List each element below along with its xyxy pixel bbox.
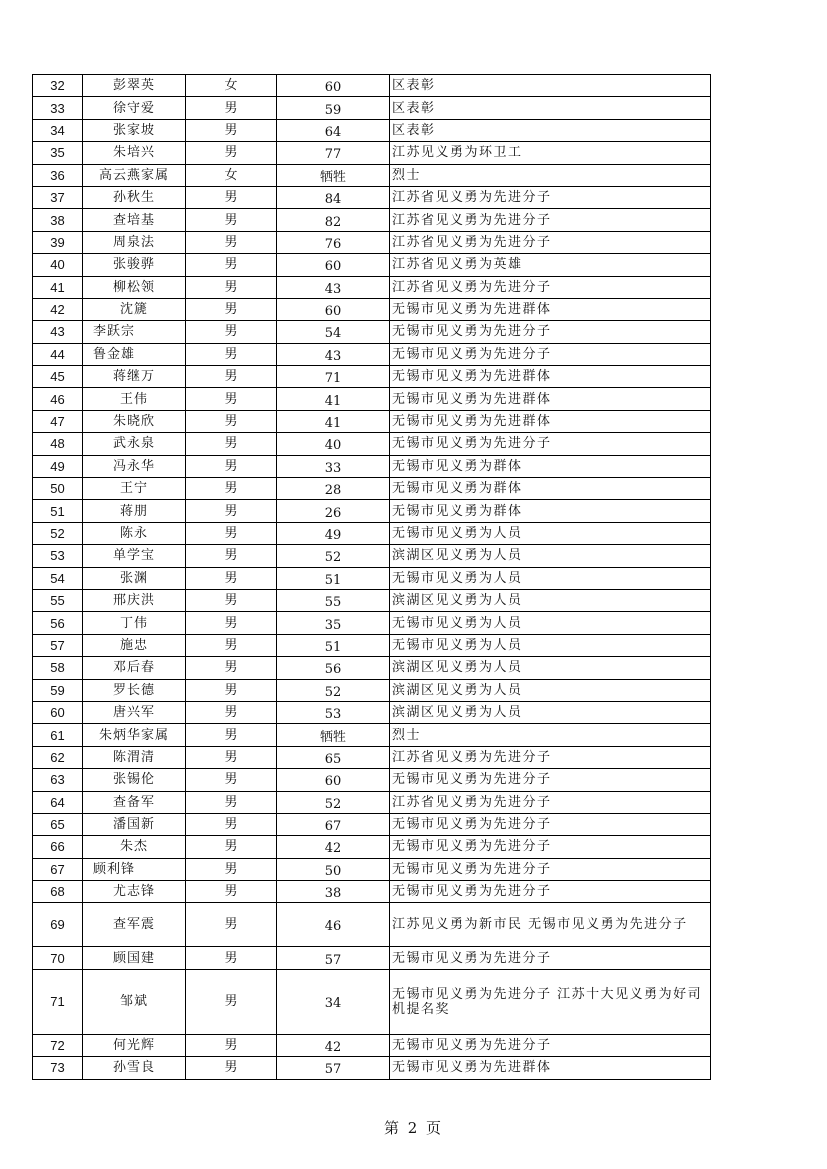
table-row [33, 791, 711, 813]
table-row [33, 836, 711, 858]
age-value: 60 [324, 774, 342, 790]
row-number-cell: 35 [33, 142, 83, 164]
age-cell [277, 657, 390, 679]
award-cell: 江苏省见义勇为先进分子 [390, 746, 711, 768]
sex-cell: 男 [186, 836, 277, 858]
award-cell: 无锡市见义勇为先进分子 [390, 947, 711, 969]
name-cell: 施忠 [83, 634, 186, 656]
age-value: 56 [324, 662, 342, 678]
age-cell [277, 1057, 390, 1079]
name-cell: 高云燕家属 [83, 164, 186, 186]
sex-cell: 男 [186, 522, 277, 544]
age-cell [277, 209, 390, 231]
age-cell [277, 119, 390, 141]
sex-cell: 男 [186, 881, 277, 903]
table-row [33, 701, 711, 723]
honor-roster-table [32, 74, 711, 1080]
row-number-cell: 44 [33, 343, 83, 365]
award-cell: 烈士 [390, 724, 711, 746]
sex-cell: 男 [186, 388, 277, 410]
name-cell: 张骏骅 [83, 254, 186, 276]
age-cell [277, 813, 390, 835]
sex-cell: 男 [186, 1034, 277, 1056]
name-cell: 徐守爱 [83, 97, 186, 119]
award-cell: 无锡市见义勇为人员 [390, 612, 711, 634]
age-value: 牺牲 [319, 169, 346, 185]
sex-cell: 男 [186, 321, 277, 343]
age-value: 28 [324, 483, 342, 499]
name-cell: 朱晓欣 [83, 410, 186, 432]
sex-cell: 女 [186, 75, 277, 97]
page-number: 第 2 页 [383, 1119, 444, 1137]
sex-cell: 男 [186, 657, 277, 679]
sex-cell: 男 [186, 679, 277, 701]
name-cell: 尤志锋 [83, 881, 186, 903]
sex-cell: 男 [186, 1057, 277, 1079]
table-row [33, 969, 711, 1034]
age-value: 41 [324, 393, 342, 409]
award-cell: 江苏见义勇为新市民 无锡市见义勇为先进分子 [390, 903, 711, 947]
award-cell: 无锡市见义勇为先进分子 [390, 1034, 711, 1056]
name-cell: 朱炳华家属 [83, 724, 186, 746]
sex-cell: 男 [186, 701, 277, 723]
age-cell [277, 634, 390, 656]
table-row [33, 634, 711, 656]
award-cell: 无锡市见义勇为先进群体 [390, 410, 711, 432]
award-cell: 江苏省见义勇为英雄 [390, 254, 711, 276]
table-row [33, 142, 711, 164]
age-value: 26 [324, 505, 342, 521]
sex-cell: 男 [186, 343, 277, 365]
name-cell: 张渊 [83, 567, 186, 589]
table-row [33, 164, 711, 186]
award-cell: 无锡市见义勇为先进群体 [390, 366, 711, 388]
award-cell: 江苏省见义勇为先进分子 [390, 791, 711, 813]
name-cell: 陈渭清 [83, 746, 186, 768]
table-row [33, 881, 711, 903]
age-value: 82 [324, 214, 342, 230]
row-number-cell: 36 [33, 164, 83, 186]
row-number-cell: 43 [33, 321, 83, 343]
award-cell: 滨湖区见义勇为人员 [390, 589, 711, 611]
row-number-cell: 49 [33, 455, 83, 477]
table-row [33, 455, 711, 477]
name-cell: 王宁 [83, 478, 186, 500]
table-row [33, 321, 711, 343]
age-cell [277, 75, 390, 97]
age-cell [277, 858, 390, 880]
table-row [33, 858, 711, 880]
table-row [33, 679, 711, 701]
table-row [33, 522, 711, 544]
table-row [33, 97, 711, 119]
sex-cell: 男 [186, 455, 277, 477]
award-cell: 江苏见义勇为环卫工 [390, 142, 711, 164]
sex-cell: 男 [186, 433, 277, 455]
award-cell: 江苏省见义勇为先进分子 [390, 186, 711, 208]
award-cell: 无锡市见义勇为先进分子 [390, 858, 711, 880]
age-value: 71 [324, 371, 342, 387]
age-cell [277, 500, 390, 522]
award-cell: 烈士 [390, 164, 711, 186]
name-cell: 罗长德 [83, 679, 186, 701]
age-cell [277, 142, 390, 164]
table-row [33, 209, 711, 231]
sex-cell: 男 [186, 903, 277, 947]
age-cell [277, 836, 390, 858]
age-cell [277, 276, 390, 298]
award-cell: 滨湖区见义勇为人员 [390, 545, 711, 567]
age-cell [277, 567, 390, 589]
table-row [33, 366, 711, 388]
row-number-cell: 42 [33, 298, 83, 320]
sex-cell: 男 [186, 589, 277, 611]
age-cell [277, 589, 390, 611]
award-cell: 江苏省见义勇为先进分子 [390, 231, 711, 253]
row-number-cell: 54 [33, 567, 83, 589]
age-value: 38 [324, 886, 342, 902]
sex-cell: 男 [186, 142, 277, 164]
sex-cell: 男 [186, 366, 277, 388]
age-value: 42 [324, 1040, 342, 1056]
sex-cell: 男 [186, 231, 277, 253]
name-cell: 朱培兴 [83, 142, 186, 164]
row-number-cell: 38 [33, 209, 83, 231]
age-value: 84 [324, 192, 342, 208]
age-cell [277, 679, 390, 701]
age-cell [277, 455, 390, 477]
age-cell [277, 724, 390, 746]
table-row [33, 769, 711, 791]
name-cell: 邢庆洪 [83, 589, 186, 611]
name-cell: 潘国新 [83, 813, 186, 835]
row-number-cell: 59 [33, 679, 83, 701]
age-value: 65 [324, 751, 342, 767]
name-cell: 唐兴军 [83, 701, 186, 723]
name-cell: 邹斌 [83, 969, 186, 1034]
name-cell: 邓后春 [83, 657, 186, 679]
age-value: 49 [324, 528, 342, 543]
age-value: 40 [324, 438, 342, 454]
age-cell [277, 433, 390, 455]
sex-cell: 男 [186, 478, 277, 500]
row-number-cell: 45 [33, 366, 83, 388]
award-cell: 无锡市见义勇为群体 [390, 455, 711, 477]
name-cell: 蒋朋 [83, 500, 186, 522]
row-number-cell: 50 [33, 478, 83, 500]
table-row [33, 947, 711, 969]
table-row [33, 186, 711, 208]
age-value: 52 [324, 684, 342, 700]
age-cell [277, 366, 390, 388]
age-cell [277, 97, 390, 119]
row-number-cell: 66 [33, 836, 83, 858]
age-value: 67 [324, 819, 342, 835]
sex-cell: 男 [186, 298, 277, 320]
name-cell: 孙秋生 [83, 186, 186, 208]
table-row [33, 75, 711, 97]
age-value: 牺牲 [319, 729, 346, 745]
award-cell: 无锡市见义勇为先进分子 [390, 343, 711, 365]
award-cell: 无锡市见义勇为先进分子 [390, 881, 711, 903]
award-cell: 滨湖区见义勇为人员 [390, 657, 711, 679]
table-row [33, 231, 711, 253]
award-cell: 无锡市见义勇为先进分子 [390, 769, 711, 791]
row-number-cell: 62 [33, 746, 83, 768]
row-number-cell: 72 [33, 1034, 83, 1056]
table-row [33, 298, 711, 320]
age-cell [277, 388, 390, 410]
table-row [33, 657, 711, 679]
age-value: 35 [324, 617, 342, 633]
age-cell [277, 522, 390, 544]
award-cell: 无锡市见义勇为先进分子 [390, 321, 711, 343]
sex-cell: 男 [186, 947, 277, 969]
table-row [33, 276, 711, 298]
table-row [33, 343, 711, 365]
name-cell: 孙雪良 [83, 1057, 186, 1079]
age-value: 52 [324, 796, 342, 812]
row-number-cell: 37 [33, 186, 83, 208]
sex-cell: 男 [186, 276, 277, 298]
table-row [33, 254, 711, 276]
sex-cell: 男 [186, 119, 277, 141]
age-value: 77 [324, 147, 342, 163]
award-cell: 江苏省见义勇为先进分子 [390, 276, 711, 298]
age-value: 50 [324, 863, 342, 879]
row-number-cell: 63 [33, 769, 83, 791]
award-cell: 无锡市见义勇为先进分子 [390, 813, 711, 835]
age-cell [277, 321, 390, 343]
table-row [33, 724, 711, 746]
age-value: 51 [324, 572, 342, 588]
age-cell [277, 903, 390, 947]
age-value: 64 [324, 124, 342, 140]
age-value: 60 [324, 80, 342, 96]
age-cell [277, 769, 390, 791]
age-cell [277, 231, 390, 253]
age-value: 54 [324, 326, 342, 342]
award-cell: 无锡市见义勇为先进分子 [390, 836, 711, 858]
row-number-cell: 65 [33, 813, 83, 835]
age-cell [277, 947, 390, 969]
name-cell: 朱杰 [83, 836, 186, 858]
age-cell [277, 298, 390, 320]
age-cell [277, 186, 390, 208]
award-cell: 江苏省见义勇为先进分子 [390, 209, 711, 231]
table-row [33, 545, 711, 567]
age-value: 43 [324, 348, 342, 364]
age-cell [277, 881, 390, 903]
name-cell: 李跃宗 [83, 321, 186, 343]
table-row [33, 433, 711, 455]
award-cell: 无锡市见义勇为人员 [390, 567, 711, 589]
row-number-cell: 73 [33, 1057, 83, 1079]
row-number-cell: 69 [33, 903, 83, 947]
sex-cell: 男 [186, 858, 277, 880]
name-cell: 冯永华 [83, 455, 186, 477]
row-number-cell: 33 [33, 97, 83, 119]
name-cell: 王伟 [83, 388, 186, 410]
age-value: 42 [324, 841, 342, 857]
age-cell [277, 1034, 390, 1056]
award-cell: 无锡市见义勇为先进分子 江苏十大见义勇为好司机提名奖 [390, 969, 711, 1034]
sex-cell: 男 [186, 612, 277, 634]
name-cell: 彭翠英 [83, 75, 186, 97]
row-number-cell: 41 [33, 276, 83, 298]
table-row [33, 813, 711, 835]
name-cell: 陈永 [83, 522, 186, 544]
sex-cell: 男 [186, 500, 277, 522]
row-number-cell: 39 [33, 231, 83, 253]
name-cell: 顾利锋 [83, 858, 186, 880]
row-number-cell: 34 [33, 119, 83, 141]
sex-cell: 男 [186, 254, 277, 276]
award-cell: 无锡市见义勇为群体 [390, 500, 711, 522]
age-value: 57 [324, 1062, 342, 1078]
name-cell: 查军震 [83, 903, 186, 947]
name-cell: 武永泉 [83, 433, 186, 455]
sex-cell: 男 [186, 97, 277, 119]
sex-cell: 男 [186, 813, 277, 835]
name-cell: 查备军 [83, 791, 186, 813]
award-cell: 无锡市见义勇为人员 [390, 634, 711, 656]
row-number-cell: 53 [33, 545, 83, 567]
age-value: 33 [324, 460, 342, 476]
age-cell [277, 343, 390, 365]
table-row [33, 746, 711, 768]
table-row [33, 589, 711, 611]
name-cell: 柳松领 [83, 276, 186, 298]
row-number-cell: 60 [33, 701, 83, 723]
sex-cell: 男 [186, 209, 277, 231]
award-cell: 区表彰 [390, 75, 711, 97]
sex-cell: 男 [186, 410, 277, 432]
sex-cell: 男 [186, 567, 277, 589]
name-cell: 鲁金雄 [83, 343, 186, 365]
name-cell: 丁伟 [83, 612, 186, 634]
age-cell [277, 478, 390, 500]
age-cell [277, 612, 390, 634]
row-number-cell: 40 [33, 254, 83, 276]
age-value: 34 [324, 996, 342, 1012]
award-cell: 无锡市见义勇为先进分子 [390, 433, 711, 455]
table-row [33, 388, 711, 410]
age-value: 53 [324, 707, 342, 723]
award-cell: 无锡市见义勇为先进群体 [390, 298, 711, 320]
sex-cell: 男 [186, 969, 277, 1034]
sex-cell: 男 [186, 724, 277, 746]
award-cell: 滨湖区见义勇为人员 [390, 679, 711, 701]
award-cell: 滨湖区见义勇为人员 [390, 701, 711, 723]
table-row [33, 567, 711, 589]
sex-cell: 男 [186, 545, 277, 567]
sex-cell: 男 [186, 746, 277, 768]
sex-cell: 男 [186, 791, 277, 813]
award-cell: 无锡市见义勇为先进群体 [390, 1057, 711, 1079]
sex-cell: 男 [186, 186, 277, 208]
age-value: 59 [324, 102, 342, 118]
row-number-cell: 32 [33, 75, 83, 97]
name-cell: 顾国建 [83, 947, 186, 969]
age-cell [277, 410, 390, 432]
table-row [33, 612, 711, 634]
table-row [33, 903, 711, 947]
award-cell: 无锡市见义勇为群体 [390, 478, 711, 500]
award-cell: 区表彰 [390, 97, 711, 119]
sex-cell: 男 [186, 769, 277, 791]
table-row [33, 1034, 711, 1056]
row-number-cell: 64 [33, 791, 83, 813]
name-cell: 蒋继万 [83, 366, 186, 388]
row-number-cell: 47 [33, 410, 83, 432]
row-number-cell: 55 [33, 589, 83, 611]
row-number-cell: 67 [33, 858, 83, 880]
age-cell [277, 701, 390, 723]
age-value: 43 [324, 281, 342, 297]
row-number-cell: 51 [33, 500, 83, 522]
roster-body [33, 75, 711, 1080]
row-number-cell: 46 [33, 388, 83, 410]
row-number-cell: 68 [33, 881, 83, 903]
row-number-cell: 48 [33, 433, 83, 455]
table-row [33, 500, 711, 522]
age-cell [277, 545, 390, 567]
name-cell: 何光辉 [83, 1034, 186, 1056]
award-cell: 无锡市见义勇为先进群体 [390, 388, 711, 410]
age-cell [277, 746, 390, 768]
row-number-cell: 70 [33, 947, 83, 969]
name-cell: 张家坡 [83, 119, 186, 141]
age-value: 51 [324, 639, 342, 655]
name-cell: 沈篪 [83, 298, 186, 320]
table-row [33, 478, 711, 500]
name-cell: 张锡伦 [83, 769, 186, 791]
table-row [33, 1057, 711, 1079]
row-number-cell: 71 [33, 969, 83, 1034]
age-value: 60 [324, 259, 342, 275]
row-number-cell: 56 [33, 612, 83, 634]
age-cell [277, 254, 390, 276]
age-value: 55 [324, 595, 342, 611]
table-row [33, 410, 711, 432]
name-cell: 单学宝 [83, 545, 186, 567]
table-row [33, 119, 711, 141]
age-value: 76 [324, 236, 342, 252]
award-cell: 区表彰 [390, 119, 711, 141]
age-cell [277, 969, 390, 1034]
award-cell: 无锡市见义勇为人员 [390, 522, 711, 544]
age-value: 52 [324, 550, 342, 566]
name-cell: 周泉法 [83, 231, 186, 253]
sex-cell: 女 [186, 164, 277, 186]
row-number-cell: 58 [33, 657, 83, 679]
row-number-cell: 61 [33, 724, 83, 746]
row-number-cell: 57 [33, 634, 83, 656]
age-cell [277, 791, 390, 813]
age-value: 46 [324, 919, 342, 935]
sex-cell: 男 [186, 634, 277, 656]
row-number-cell: 52 [33, 522, 83, 544]
age-value: 57 [324, 952, 342, 968]
age-value: 60 [324, 304, 342, 320]
age-cell [277, 164, 390, 186]
age-value: 41 [324, 416, 342, 432]
name-cell: 查培基 [83, 209, 186, 231]
